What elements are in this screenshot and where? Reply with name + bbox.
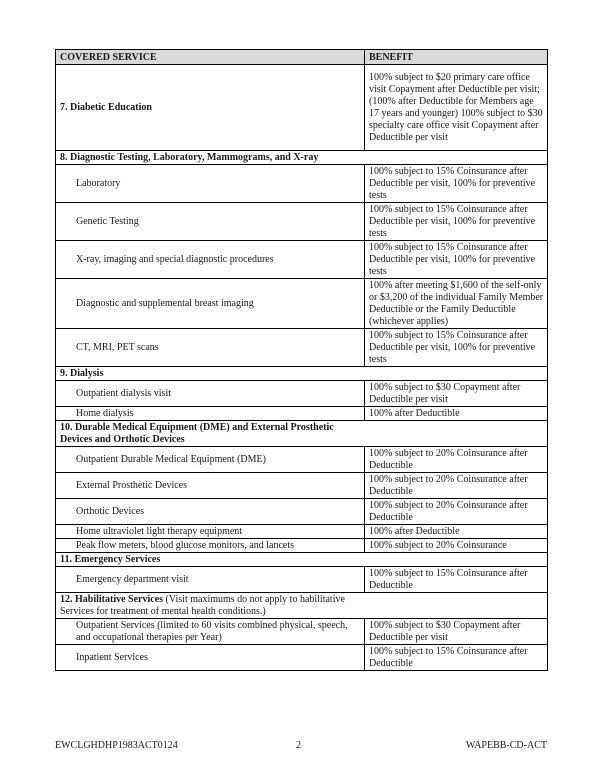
table-row	[56, 329, 548, 367]
service-cell: CT, MRI, PET scans	[56, 329, 365, 367]
benefit-cell: 100% subject to 15% Coinsurance after Deductible per visit, 100% for preventive tests	[365, 165, 548, 203]
service-cell: Orthotic Devices	[56, 499, 365, 525]
section-title: 7. Diabetic Education	[56, 65, 365, 151]
covered-service-header: COVERED SERVICE	[56, 50, 365, 65]
table-row	[56, 473, 548, 499]
table-row	[56, 447, 548, 473]
table-row	[56, 279, 548, 329]
table-row	[56, 525, 548, 539]
section-row	[56, 593, 548, 619]
service-cell: Home ultraviolet light therapy equipment	[56, 525, 365, 539]
benefit-cell: 100% subject to 15% Coinsurance after Deductible	[365, 645, 548, 671]
benefit-cell: 100% subject to 20% Coinsurance after Deductible	[365, 473, 548, 499]
service-cell: Outpatient dialysis visit	[56, 381, 365, 407]
benefits-table	[55, 49, 548, 671]
benefit-cell: 100% subject to 15% Coinsurance after Deductible per visit, 100% for preventive tests	[365, 241, 548, 279]
section-row	[56, 553, 548, 567]
service-cell: Outpatient Durable Medical Equipment (DME)	[56, 447, 365, 473]
benefit-cell: 100% subject to $20 primary care office visit Copayment after Deductible per visit; (100% after Deductible for Members age 17 years and younger) 100% subject to $30 specialty care office visit Copayment after Deductible per visit	[365, 65, 548, 151]
section-title	[56, 421, 548, 447]
benefit-cell: 100% subject to 15% Coinsurance after Deductible	[365, 567, 548, 593]
table-row	[56, 539, 548, 553]
section-row	[56, 151, 548, 165]
service-cell: Laboratory	[56, 165, 365, 203]
table-row	[56, 241, 548, 279]
footer-page-number: 2	[296, 740, 301, 751]
footer-form-code: WAPEBB-CD-ACT	[465, 740, 547, 751]
service-cell: Outpatient Services (limited to 60 visits combined physical, speech, and occupational therapies per Year)	[56, 619, 365, 645]
benefit-cell: 100% subject to 20% Coinsurance	[365, 539, 548, 553]
section-title: 9. Dialysis	[56, 367, 548, 381]
service-cell: Inpatient Services	[56, 645, 365, 671]
section-title-bold: 12. Habilitative Services	[60, 593, 164, 605]
section-title-text: 10. Durable Medical Equipment (DME) and External Prosthetic Devices and Orthotic Devices	[60, 421, 334, 445]
table-row	[56, 619, 548, 645]
benefit-header: BENEFIT	[365, 50, 548, 65]
section-title: 8. Diagnostic Testing, Laboratory, Mammograms, and X-ray	[56, 151, 548, 165]
benefit-cell: 100% subject to $30 Copayment after Deductible per visit	[365, 381, 548, 407]
section-row	[56, 367, 548, 381]
service-cell: External Prosthetic Devices	[56, 473, 365, 499]
table-row	[56, 407, 548, 421]
benefit-cell: 100% after meeting $1,600 of the self-only or $3,200 of the individual Family Member Deductible or the Family Deductible (whichever applies)	[365, 279, 548, 329]
benefit-cell: 100% after Deductible	[365, 525, 548, 539]
section-title: 11. Emergency Services	[56, 553, 548, 567]
service-cell: Home dialysis	[56, 407, 365, 421]
table-row	[56, 65, 548, 151]
benefit-cell: 100% subject to 15% Coinsurance after Deductible per visit, 100% for preventive tests	[365, 203, 548, 241]
section-title	[56, 593, 548, 619]
footer-document-code: EWCLGHDHP1983ACT0124	[55, 740, 178, 751]
service-cell: X-ray, imaging and special diagnostic procedures	[56, 241, 365, 279]
section-note: (Visit maximums do not apply to habilitative Services for treatment of mental health conditions.)	[60, 593, 345, 617]
table-row	[56, 567, 548, 593]
benefit-cell: 100% subject to 20% Coinsurance after Deductible	[365, 499, 548, 525]
section-row	[56, 421, 548, 447]
table-row	[56, 203, 548, 241]
benefit-cell: 100% subject to $30 Copayment after Deductible per visit	[365, 619, 548, 645]
table-row	[56, 645, 548, 671]
service-cell: Peak flow meters, blood glucose monitors, and lancets	[56, 539, 365, 553]
service-cell: Emergency department visit	[56, 567, 365, 593]
benefit-cell: 100% after Deductible	[365, 407, 548, 421]
benefits-page	[55, 49, 547, 671]
benefit-cell: 100% subject to 15% Coinsurance after Deductible per visit, 100% for preventive tests	[365, 329, 548, 367]
table-row	[56, 165, 548, 203]
service-cell: Diagnostic and supplemental breast imaging	[56, 279, 365, 329]
section-title-text	[60, 594, 360, 618]
table-row	[56, 499, 548, 525]
table-row	[56, 381, 548, 407]
table-header-row	[56, 50, 548, 65]
benefit-cell: 100% subject to 20% Coinsurance after Deductible	[365, 447, 548, 473]
service-cell: Genetic Testing	[56, 203, 365, 241]
